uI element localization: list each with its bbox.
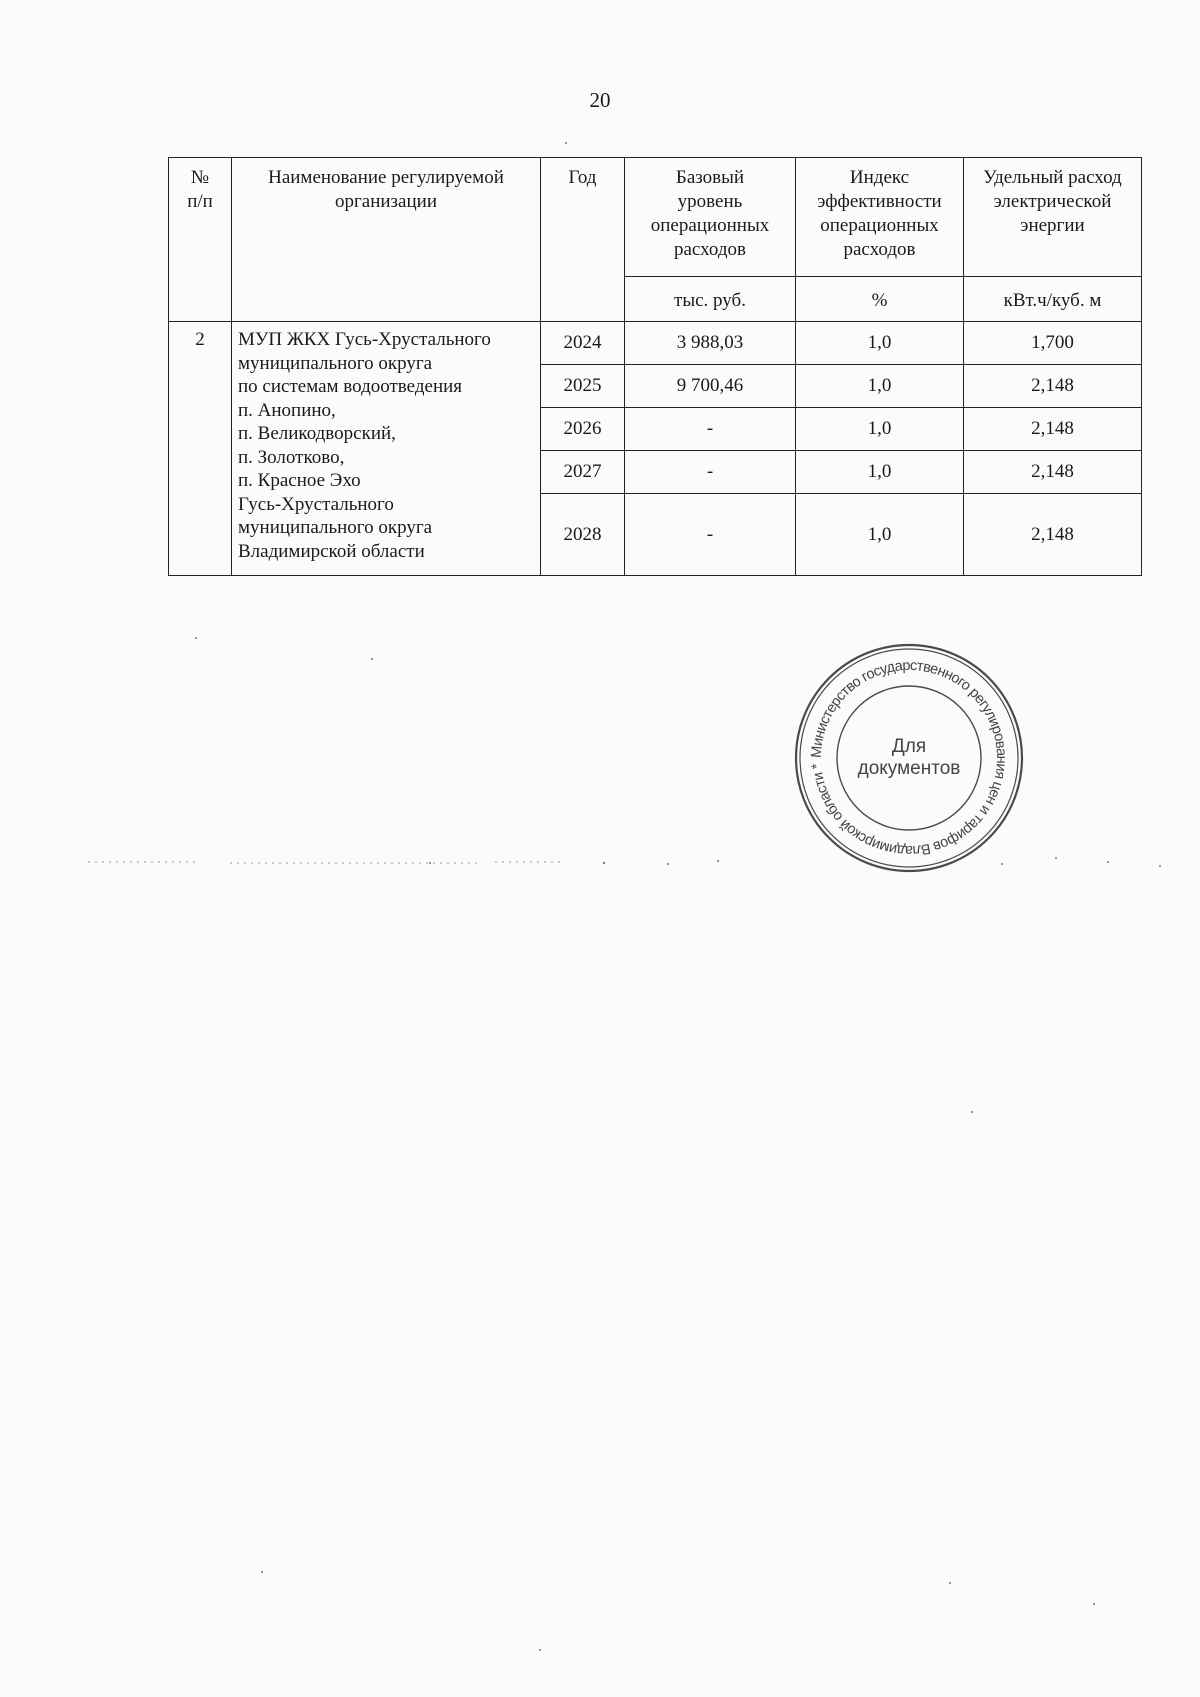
year-cell: 2027 [541,451,625,494]
base-cell: - [625,494,796,576]
energy-cell: 1,700 [964,322,1142,365]
base-cell: 9 700,46 [625,365,796,408]
energy-cell: 2,148 [964,451,1142,494]
unit-energy: кВт.ч/куб. м [964,277,1142,322]
energy-cell: 2,148 [964,365,1142,408]
index-cell: 1,0 [796,322,964,365]
header-year: Год [541,158,625,322]
base-cell: - [625,408,796,451]
header-org: Наименование регулируемой организации [232,158,541,322]
year-cell: 2025 [541,365,625,408]
year-cell: 2028 [541,494,625,576]
base-cell: 3 988,03 [625,322,796,365]
unit-index: % [796,277,964,322]
index-cell: 1,0 [796,494,964,576]
base-cell: - [625,451,796,494]
row-number: 2 [169,322,232,576]
index-cell: 1,0 [796,365,964,408]
energy-cell: 2,148 [964,408,1142,451]
stamp-center-text: Для документов [857,736,961,779]
stamp-ring-text: Министерство государственного регулирования цен и тарифов Владимирской области * [808,657,1010,859]
table-row [169,322,1142,365]
official-stamp [793,642,1025,874]
organization-name: МУП ЖКХ Гусь-Хрустального муниципального округа по системам водоотведения п. Анопино, п. Великодворский, п. Золотково, п. Красное Эхо Гусь-Хрустального муниципального округа Владимирской области [232,322,541,576]
year-cell: 2024 [541,322,625,365]
index-cell: 1,0 [796,451,964,494]
page-number: 20 [589,88,611,112]
energy-cell: 2,148 [964,494,1142,576]
index-cell: 1,0 [796,408,964,451]
header-num: № п/п [169,158,232,322]
header-base: Базовый уровень операционных расходов [625,158,796,277]
year-cell: 2026 [541,408,625,451]
header-index: Индекс эффективности операционных расходов [796,158,964,277]
tariff-table [168,157,1142,576]
unit-base: тыс. руб. [625,277,796,322]
header-energy: Удельный расход электрической энергии [964,158,1142,277]
